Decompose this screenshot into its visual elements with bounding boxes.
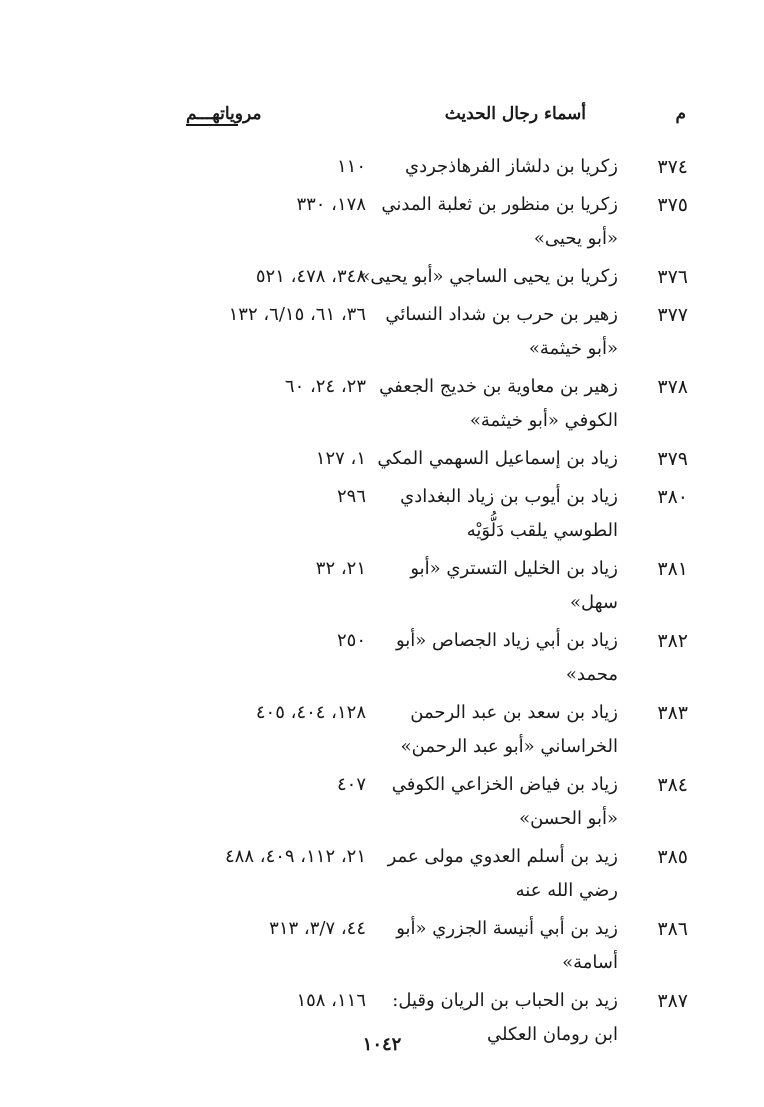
- narrator-name: رضي الله عنه: [515, 880, 618, 901]
- entry-line: [0, 332, 764, 366]
- entry-line: [0, 768, 764, 802]
- narrator-entry: [0, 768, 764, 836]
- narrator-name: سهل»: [569, 592, 618, 613]
- narration-numbers: ٢١، ٣٢: [315, 558, 366, 579]
- entry-line: [0, 624, 764, 658]
- narrator-name: زيد بن الحباب بن الريان وقيل:: [392, 990, 618, 1011]
- entry-line: [0, 802, 764, 836]
- narrator-name: ابن رومان العكلي: [487, 1024, 618, 1045]
- entry-line: [0, 370, 764, 404]
- narrator-entry: [0, 912, 764, 980]
- entry-line: [0, 912, 764, 946]
- narrator-entry: [0, 260, 764, 294]
- narrator-name: الكوفي «أبو خيثمة»: [469, 410, 618, 431]
- narrator-name: زياد بن الخليل التستري «أبو: [410, 558, 618, 579]
- narration-numbers: ٢٥٠: [336, 630, 366, 651]
- entry-line: [0, 442, 764, 476]
- narrator-entry: [0, 696, 764, 764]
- narrator-name: الطوسي يلقب دَلُّوَيْه: [466, 520, 618, 541]
- entry-line: [0, 222, 764, 256]
- narration-numbers: ٢١، ١١٢، ٤٠٩، ٤٨٨: [225, 846, 366, 867]
- header-names-column: أسماء رجال الحديث: [444, 104, 586, 124]
- entry-number: ٣٧٤: [657, 156, 688, 178]
- entry-line: [0, 260, 764, 294]
- narrator-entry: [0, 370, 764, 438]
- narration-numbers: ١١٦، ١٥٨: [296, 990, 366, 1011]
- narrator-name: زكريا بن دلشاز الفرهاذجردي: [405, 156, 618, 177]
- entry-line: [0, 552, 764, 586]
- header-narrations-column: مروياتهـــم: [186, 104, 262, 124]
- narration-numbers: ١١٠: [336, 156, 366, 177]
- entry-line: [0, 874, 764, 908]
- narration-numbers: ٢٣، ٢٤، ٦٠: [284, 376, 366, 397]
- header-underline: [186, 124, 238, 126]
- narrator-entry: [0, 840, 764, 908]
- narration-numbers: ٣٤٨، ٤٧٨، ٥٢١: [255, 266, 366, 287]
- narration-numbers: ١٢٨، ٤٠٤، ٤٠٥: [255, 702, 366, 723]
- header-number-column: م: [675, 104, 686, 124]
- narrator-entry: [0, 150, 764, 184]
- narrator-name: زياد بن أيوب بن زياد البغدادي: [400, 486, 618, 507]
- entry-line: [0, 658, 764, 692]
- entry-number: ٣٨١: [657, 558, 688, 580]
- entry-number: ٣٨٣: [657, 702, 688, 724]
- entry-line: [0, 696, 764, 730]
- entry-line: [0, 188, 764, 222]
- entry-number: ٣٨٤: [657, 774, 688, 796]
- narrators-table: [0, 150, 764, 1056]
- entry-number: ٣٧٧: [657, 304, 688, 326]
- narrator-entry: [0, 552, 764, 620]
- entry-line: [0, 480, 764, 514]
- narrator-name: زكريا بن يحيى الساجي «أبو يحيى»: [359, 266, 618, 287]
- entry-line: [0, 150, 764, 184]
- narrator-name: زيد بن أبي أنيسة الجزري «أبو: [396, 918, 618, 939]
- narrator-name: زهير بن معاوية بن خديج الجعفي: [379, 376, 618, 397]
- entry-line: [0, 404, 764, 438]
- entry-number: ٣٧٩: [657, 448, 688, 470]
- narrator-name: زياد بن سعد بن عبد الرحمن: [410, 702, 618, 723]
- narrator-entry: [0, 188, 764, 256]
- entry-line: [0, 514, 764, 548]
- entry-number: ٣٨٢: [657, 630, 688, 652]
- narrator-name: محمد»: [565, 664, 618, 685]
- entry-number: ٣٧٥: [657, 194, 688, 216]
- narration-numbers: ٤٤، ٣/٧، ٣١٣: [269, 918, 366, 939]
- narration-numbers: ٢٩٦: [336, 486, 366, 507]
- narrator-name: زهير بن حرب بن شداد النسائي: [385, 304, 618, 325]
- narrator-name: زيد بن أسلم العدوي مولى عمر: [387, 846, 618, 867]
- entry-number: ٣٨٦: [657, 918, 688, 940]
- narration-numbers: ٤٠٧: [336, 774, 366, 795]
- entry-line: [0, 730, 764, 764]
- narrator-entry: [0, 298, 764, 366]
- narration-numbers: ١٧٨، ٣٣٠: [296, 194, 366, 215]
- narrator-name: زياد بن إسماعيل السهمي المكي: [377, 448, 618, 469]
- narrator-name: زياد بن فياض الخزاعي الكوفي: [391, 774, 618, 795]
- narrator-name: الخراساني «أبو عبد الرحمن»: [400, 736, 618, 757]
- page-number: ١٠٤٢: [362, 1034, 402, 1055]
- narration-numbers: ١، ١٢٧: [315, 448, 366, 469]
- narrator-entry: [0, 442, 764, 476]
- narrator-name: «أبو خيثمة»: [528, 338, 618, 359]
- narrator-entry: [0, 624, 764, 692]
- entry-number: ٣٨٥: [657, 846, 688, 868]
- narrator-name: «أبو الحسن»: [519, 808, 618, 829]
- entry-line: [0, 298, 764, 332]
- entry-number: ٣٧٨: [657, 376, 688, 398]
- narrator-name: زكريا بن منظور بن ثعلبة المدني: [381, 194, 618, 215]
- narrator-entry: [0, 480, 764, 548]
- narrator-name: أسامة»: [562, 952, 618, 973]
- entry-line: [0, 840, 764, 874]
- entry-line: [0, 984, 764, 1018]
- entry-line: [0, 946, 764, 980]
- entry-number: ٣٨٠: [657, 486, 688, 508]
- narration-numbers: ٣٦، ٦١، ٦/١٥، ١٣٢: [228, 304, 366, 325]
- entry-number: ٣٨٧: [657, 990, 688, 1012]
- entry-line: [0, 586, 764, 620]
- narrator-name: «أبو يحيى»: [533, 228, 618, 249]
- narrator-name: زياد بن أبي زياد الجصاص «أبو: [395, 630, 618, 651]
- entry-number: ٣٧٦: [657, 266, 688, 288]
